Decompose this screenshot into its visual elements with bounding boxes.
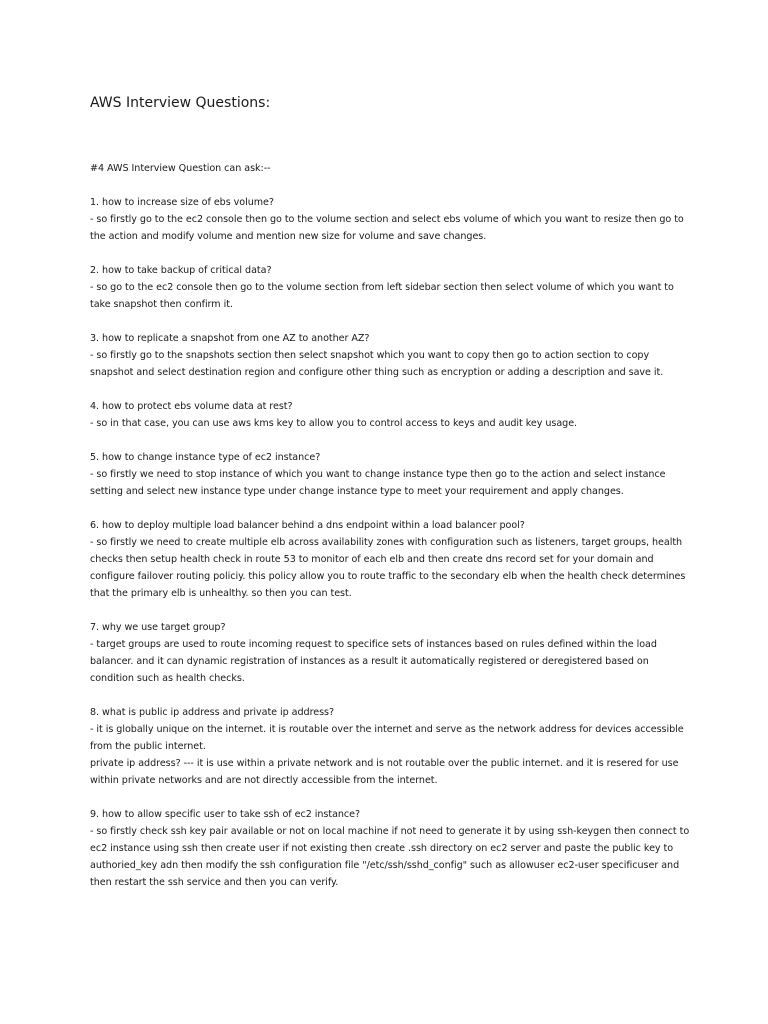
answer-text: - so firstly go to the snapshots section then select snapshot which you want to copy then go to action section to copy snapshot and select destination region and configure other thing such as encryption or adding a description and save it. [90,350,664,378]
question-text: 2. how to take backup of critical data? [90,265,272,276]
qa-item [90,449,690,500]
qa-item [90,194,690,245]
qa-item [90,517,690,602]
answer-text: - so firstly we need to stop instance of which you want to change instance type then go to the action and select instance setting and select new instance type under change instance type to meet your requirement and apply changes. [90,469,666,497]
answer-text: - it is globally unique on the internet. it is routable over the internet and serve as the network address for devices accessible from the public internet. [90,724,684,752]
qa-item [90,262,690,313]
question-text: 7. why we use target group? [90,622,226,633]
question-text: 5. how to change instance type of ec2 instance? [90,452,321,463]
question-text: 4. how to protect ebs volume data at rest? [90,401,293,412]
answer-text: private ip address? --- it is use within a private network and is not routable over the public internet. and it is resered for use within private networks and are not directly accessible from the internet. [90,758,679,786]
qa-item [90,398,690,432]
answer-text: - so firstly check ssh key pair available or not on local machine if not need to generate it by using ssh-keygen then connect to ec2 instance using ssh then create user if not existing then create .ssh directory on ec2 server and paste the public key to authoried_key adn then modify the ssh configuration file "/etc/ssh/sshd_config" such as allowuser ec2-user specificuser and then restart the ssh service and then you can verify. [90,826,690,888]
intro-line: #4 AWS Interview Question can ask:-- [90,163,271,174]
answer-text: - so firstly go to the ec2 console then go to the volume section and select ebs volume of which you want to resize then go to the action and modify volume and mention new size for volume and save changes. [90,214,684,242]
answer-text: - so firstly we need to create multiple elb across availability zones with configuration such as listeners, target groups, health checks then setup health check in route 53 to monitor of each elb and then create dns record set for your domain and configure failover routing policiy. this policy allow you to route traffic to the secondary elb when the health check determines that the primary elb is unhealthy. so then you can test. [90,537,686,599]
document-title: AWS Interview Questions: [90,95,271,111]
answer-text: - so go to the ec2 console then go to the volume section from left sidebar section then select volume of which you want to take snapshot then confirm it. [90,282,674,310]
question-text: 3. how to replicate a snapshot from one AZ to another AZ? [90,333,370,344]
qa-item [90,704,690,789]
question-text: 8. what is public ip address and private ip address? [90,707,335,718]
document-body [90,160,690,908]
qa-item [90,619,690,687]
answer-text: - target groups are used to route incoming request to specifice sets of instances based on rules defined within the load balancer. and it can dynamic registration of instances as a result it automatically registered or deregistered based on condition such as health checks. [90,639,657,684]
question-text: 9. how to allow specific user to take ssh of ec2 instance? [90,809,361,820]
question-text: 1. how to increase size of ebs volume? [90,197,274,208]
question-text: 6. how to deploy multiple load balancer behind a dns endpoint within a load balancer pool? [90,520,525,531]
qa-item [90,330,690,381]
answer-text: - so in that case, you can use aws kms key to allow you to control access to keys and audit key usage. [90,418,578,429]
qa-item [90,806,690,891]
